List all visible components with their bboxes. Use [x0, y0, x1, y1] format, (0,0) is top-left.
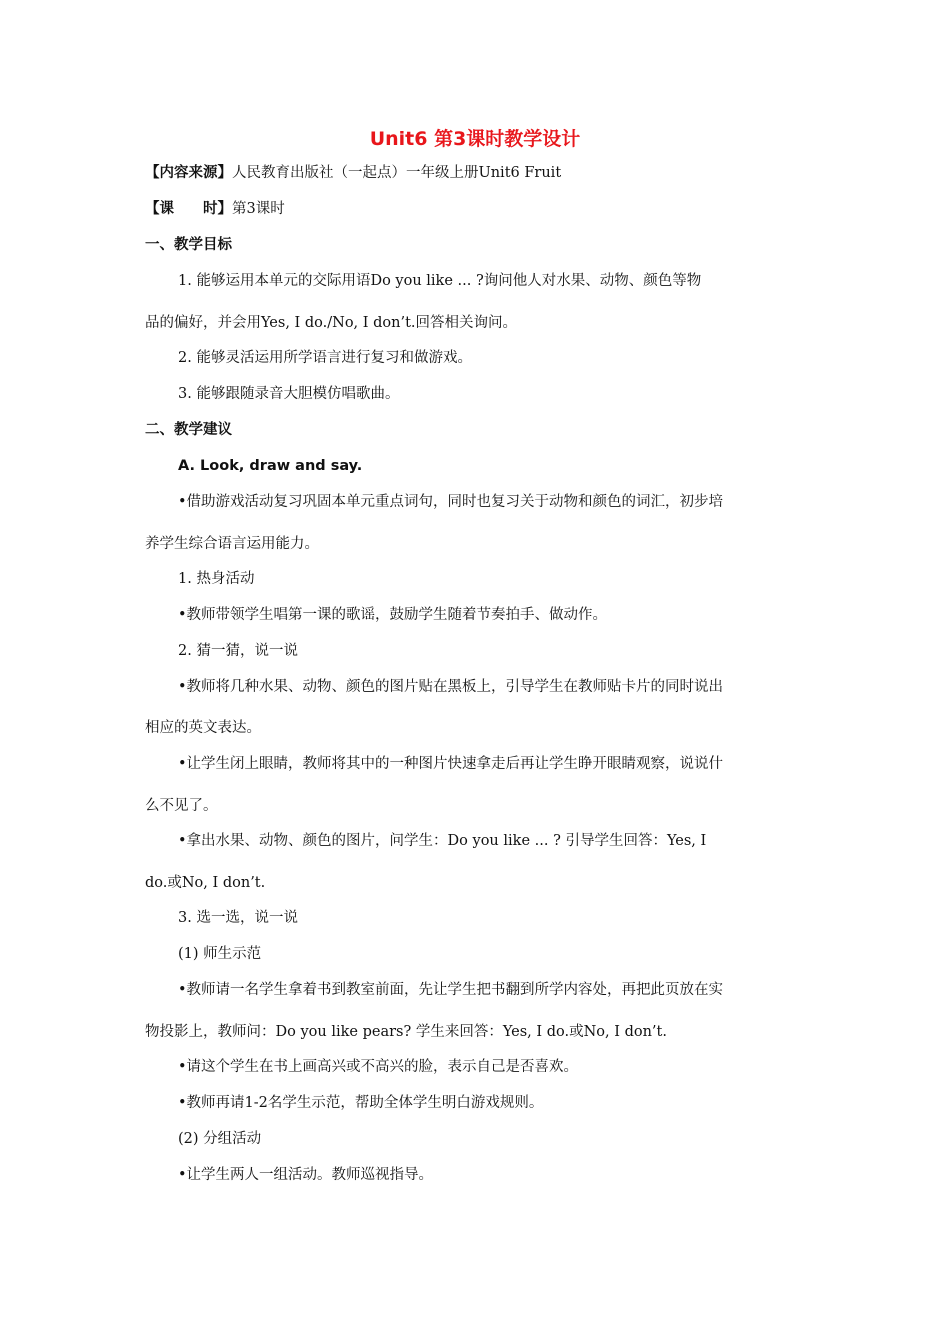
part-a-intro-line-2: 养学生综合语言运用能力。 [145, 536, 319, 552]
step-2-bullet-3-line-2: do.或No, I don’t. [145, 875, 266, 891]
step-3-bullet-2: •请这个学生在书上画高兴或不高兴的脸，表示自己是否喜欢。 [178, 1059, 579, 1075]
lesson-period-line [145, 199, 285, 219]
step-3-sub-heading-1: (1) 师生示范 [178, 946, 262, 962]
content-source-label: 【内容来源】 [145, 165, 232, 181]
step-3-heading: 3. 选一选，说一说 [178, 910, 298, 926]
part-a-intro-line-1: •借助游戏活动复习巩固本单元重点词句，同时也复习关于动物和颜色的词汇，初步培 [178, 494, 724, 510]
part-a-heading: A. Look, draw and say. [178, 458, 363, 474]
step-2-heading: 2. 猜一猜，说一说 [178, 643, 298, 659]
step-2-bullet-2-line-1: •让学生闭上眼睛，教师将其中的一种图片快速拿走后再让学生睁开眼睛观察，说说什 [178, 756, 724, 772]
section-heading-suggestions: 二、教学建议 [145, 422, 232, 438]
page-title: Unit6 第3课时教学设计 [369, 128, 581, 150]
step-2-bullet-1-line-1: •教师将几种水果、动物、颜色的图片贴在黑板上，引导学生在教师贴卡片的同时说出 [178, 679, 724, 695]
step-3-bullet-4: •让学生两人一组活动。教师巡视指导。 [178, 1167, 434, 1183]
step-3-bullet-1-line-1: •教师请一名学生拿着书到教室前面，先让学生把书翻到所学内容处，再把此页放在实 [178, 982, 724, 998]
content-source-line [145, 163, 561, 183]
step-2-bullet-3-line-1: •拿出水果、动物、颜色的图片，问学生：Do you like ... ? 引导学生回答：Yes, I [178, 833, 707, 849]
section-heading-goals: 一、教学目标 [145, 237, 232, 253]
step-1-bullet-1: •教师带领学生唱第一课的歌谣，鼓励学生随着节奏拍手、做动作。 [178, 607, 608, 623]
content-source-value: 人民教育出版社（一起点）一年级上册Unit6 Fruit [232, 165, 562, 181]
goal-1-line-2: 品的偏好，并会用Yes, I do./No, I don’t.回答相关询问。 [145, 315, 518, 331]
lesson-period-value: 第3课时 [232, 201, 285, 217]
step-2-bullet-2-line-2: 么不见了。 [145, 798, 218, 814]
lesson-period-label: 【课 时】 [145, 201, 232, 217]
step-3-bullet-1-line-2: 物投影上，教师问：Do you like pears? 学生来回答：Yes, I do.或No, I don’t. [145, 1024, 667, 1040]
goal-2: 2. 能够灵活运用所学语言进行复习和做游戏。 [178, 350, 472, 366]
step-2-bullet-1-line-2: 相应的英文表达。 [145, 720, 261, 736]
step-3-sub-heading-2: (2) 分组活动 [178, 1131, 262, 1147]
step-1-heading: 1. 热身活动 [178, 571, 255, 587]
step-3-bullet-3: •教师再请1-2名学生示范，帮助全体学生明白游戏规则。 [178, 1095, 544, 1111]
goal-3: 3. 能够跟随录音大胆模仿唱歌曲。 [178, 386, 400, 402]
goal-1-line-1: 1. 能够运用本单元的交际用语Do you like ... ?询问他人对水果、动物、颜色等物 [178, 273, 702, 289]
